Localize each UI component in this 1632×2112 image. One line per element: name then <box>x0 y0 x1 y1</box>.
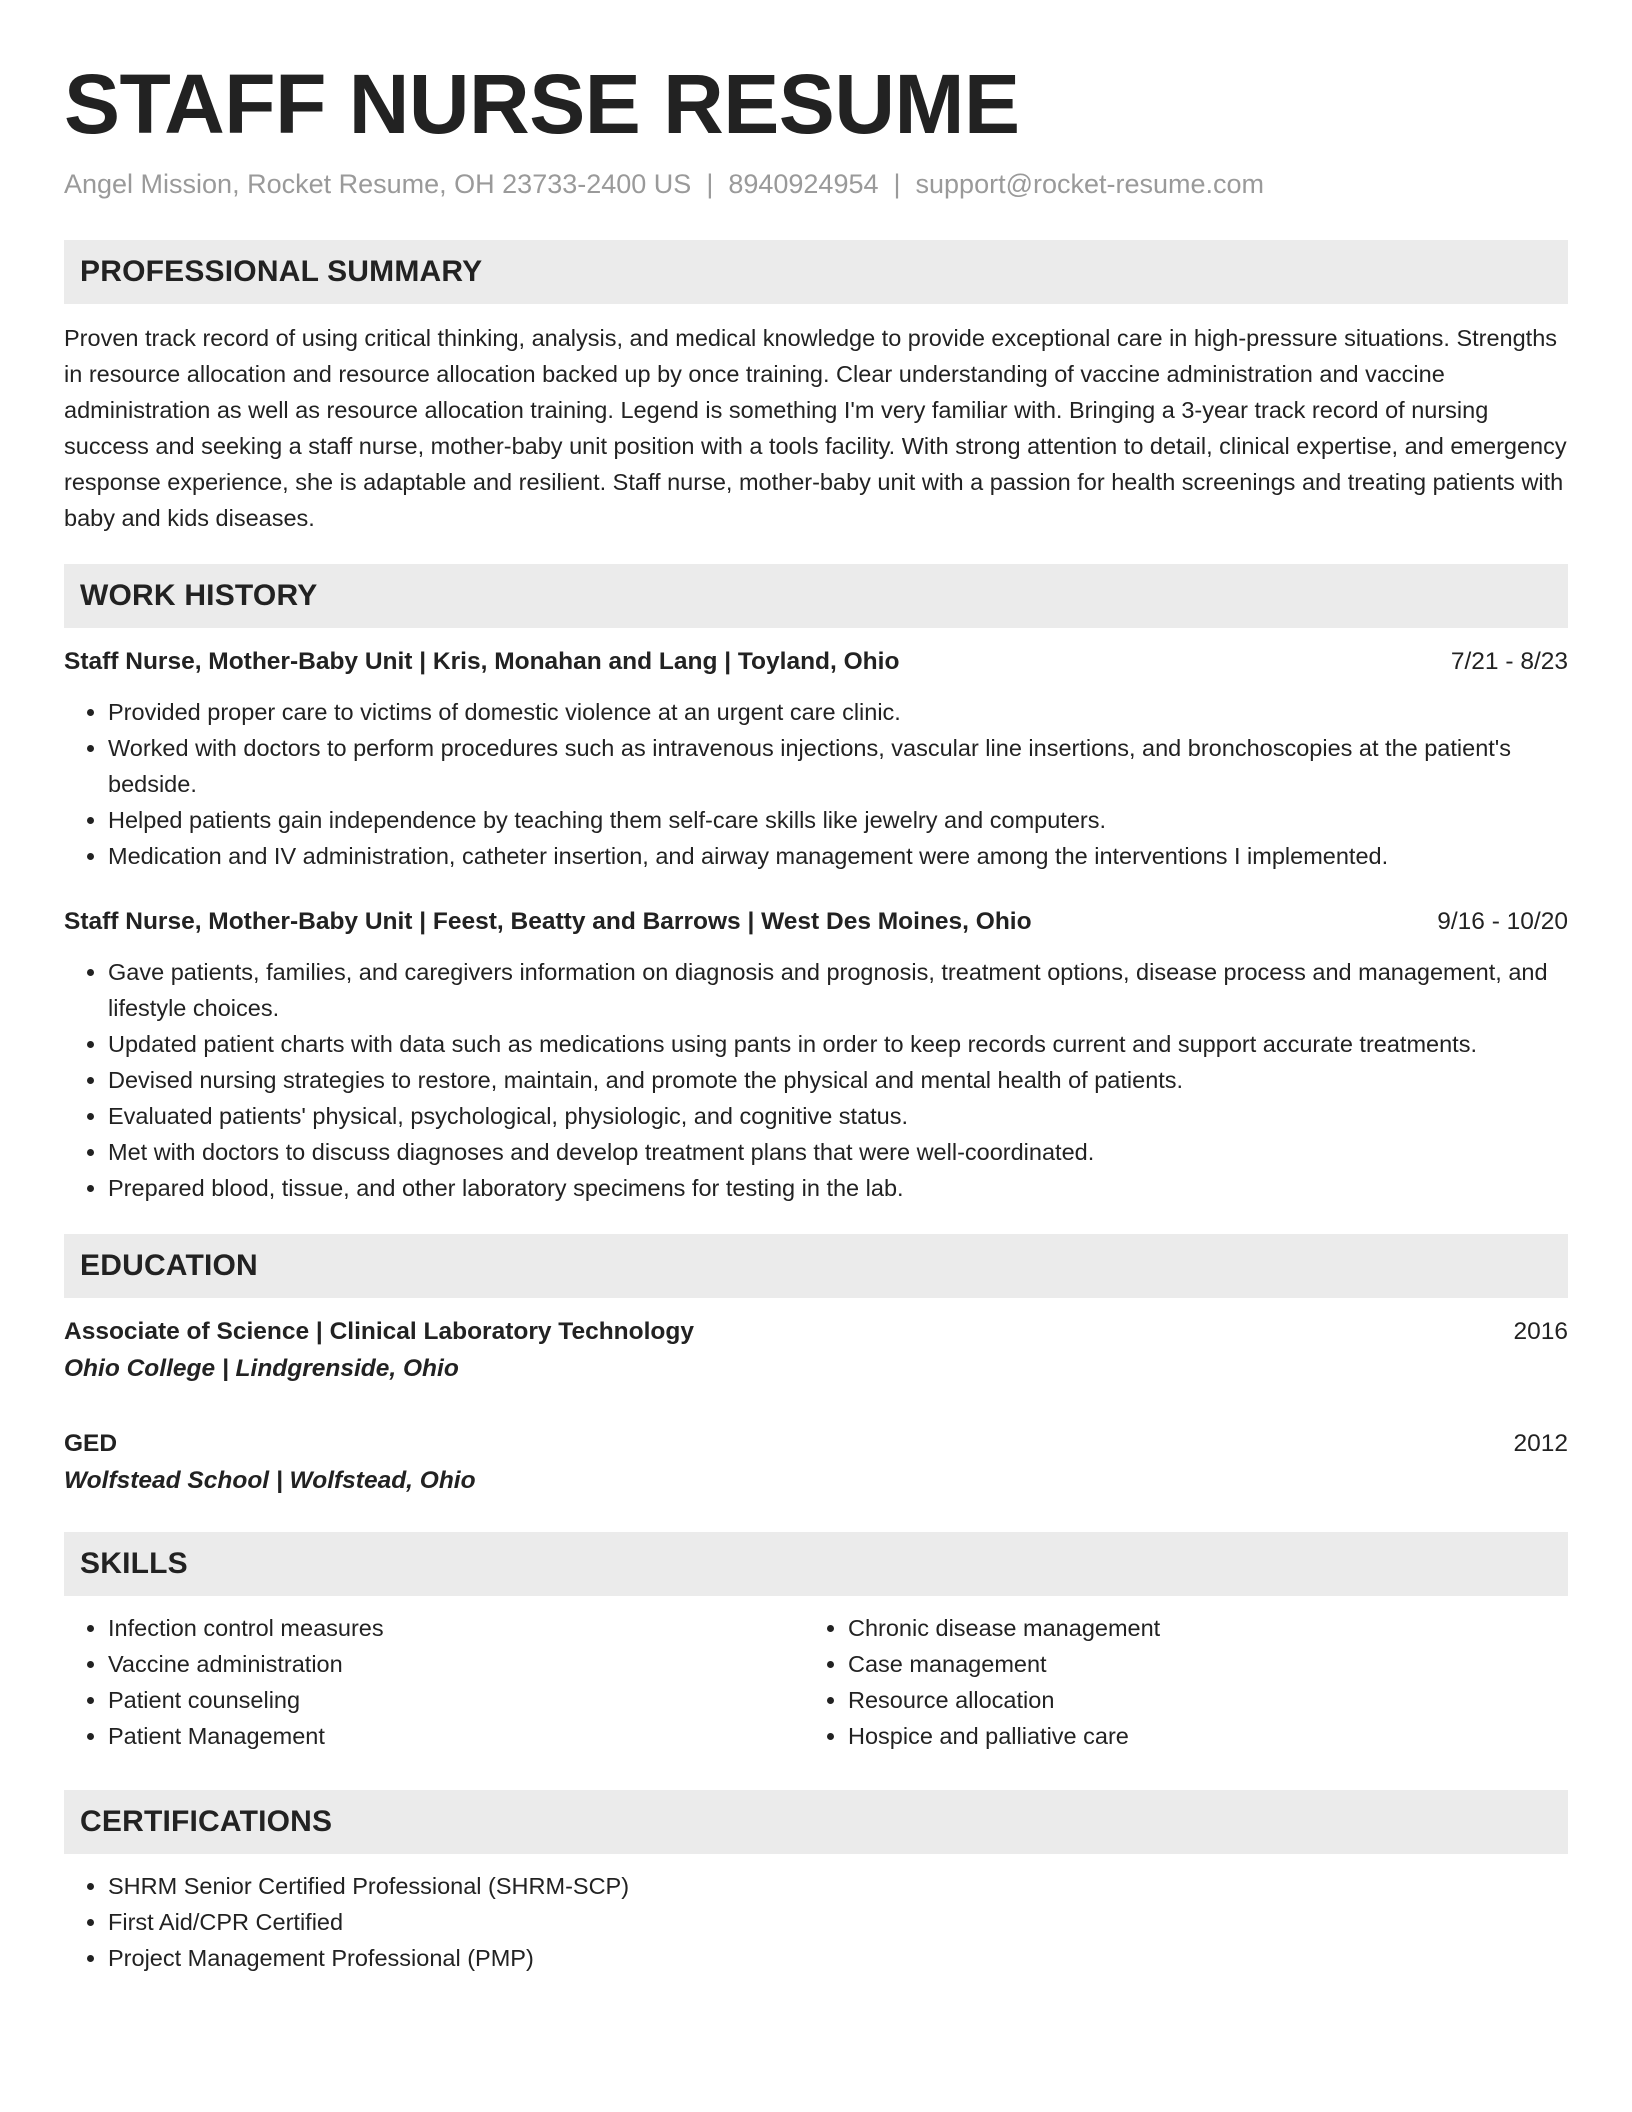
contact-line <box>64 166 1568 202</box>
job-duty-item: • Medication and IV administration, catheter insertion, and airway management were among the interventions I implemented. <box>108 838 1568 874</box>
skills-grid <box>64 1610 1568 1754</box>
contact-address: Angel Mission, Rocket Resume, OH 23733-2400 US <box>64 169 692 199</box>
job-duty-item: • Helped patients gain independence by teaching them self-care skills like jewelry and computers. <box>108 802 1568 838</box>
job-duties-list <box>64 694 1568 874</box>
job-duty-item: • Gave patients, families, and caregivers information on diagnosis and prognosis, treatment options, disease process and management, and lifestyle choices. <box>108 954 1568 1026</box>
certification-item: • Project Management Professional (PMP) <box>108 1940 1568 1976</box>
education-year: 2012 <box>1513 1430 1568 1457</box>
contact-separator: | <box>893 169 901 199</box>
education-header <box>64 1314 1568 1350</box>
education-degree: GED <box>64 1430 118 1457</box>
job-duties-list <box>64 954 1568 1206</box>
job-title: Staff Nurse, Mother-Baby Unit | Kris, Monahan and Lang | Toyland, Ohio <box>64 648 900 675</box>
education-entry <box>64 1314 1568 1388</box>
job-duty-item: • Devised nursing strategies to restore, maintain, and promote the physical and mental health of patients. <box>108 1062 1568 1098</box>
skill-item: • Patient counseling <box>108 1682 804 1718</box>
skills-list-left <box>64 1610 804 1754</box>
job-entry <box>64 904 1568 1206</box>
contact-email: support@rocket-resume.com <box>915 169 1265 199</box>
contact-phone: 8940924954 <box>728 169 879 199</box>
education-school: Ohio College | Lindgrenside, Ohio <box>64 1355 459 1382</box>
job-dates: 7/21 - 8/23 <box>1450 648 1568 675</box>
contact-separator: | <box>706 169 714 199</box>
resume-title: STAFF NURSE RESUME <box>64 57 1020 151</box>
job-duty-item: • Prepared blood, tissue, and other laboratory specimens for testing in the lab. <box>108 1170 1568 1206</box>
skill-item: • Vaccine administration <box>108 1646 804 1682</box>
skill-item: • Case management <box>848 1646 1544 1682</box>
job-duty-item: • Evaluated patients' physical, psychological, physiologic, and cognitive status. <box>108 1098 1568 1134</box>
certification-item: • SHRM Senior Certified Professional (SHRM-SCP) <box>108 1868 1568 1904</box>
education-entry <box>64 1426 1568 1500</box>
certification-item: • First Aid/CPR Certified <box>108 1904 1568 1940</box>
section-header-work-history: WORK HISTORY <box>64 564 1568 628</box>
skills-list-right <box>804 1610 1544 1754</box>
section-header-certifications: CERTIFICATIONS <box>64 1790 1568 1854</box>
section-header-education: EDUCATION <box>64 1234 1568 1298</box>
skill-item: • Patient Management <box>108 1718 804 1754</box>
job-title: Staff Nurse, Mother-Baby Unit | Feest, Beatty and Barrows | West Des Moines, Ohio <box>64 908 1032 935</box>
skill-item: • Hospice and palliative care <box>848 1718 1544 1754</box>
job-header <box>64 644 1568 680</box>
education-header <box>64 1426 1568 1462</box>
job-duty-item: • Worked with doctors to perform procedures such as intravenous injections, vascular line insertions, and bronchoscopies at the patient's bedside. <box>108 730 1568 802</box>
job-header <box>64 904 1568 940</box>
section-header-skills: SKILLS <box>64 1532 1568 1596</box>
job-duty-item: • Provided proper care to victims of domestic violence at an urgent care clinic. <box>108 694 1568 730</box>
job-entry <box>64 644 1568 874</box>
job-duty-item: • Updated patient charts with data such as medications using pants in order to keep records current and support accurate treatments. <box>108 1026 1568 1062</box>
certifications-list <box>64 1868 1568 1976</box>
skill-item: • Chronic disease management <box>848 1610 1544 1646</box>
summary-text: Proven track record of using critical thinking, analysis, and medical knowledge to provide exceptional care in high-pressure situations. Strengths in resource allocation and resource allocation backed up by once training. Clear understanding of vaccine administration and vaccine administration as well as resource allocation training. Legend is something I'm very familiar with. Bringing a 3-year track record of nursing success and seeking a staff nurse, mother-baby unit position with a tools facility. With strong attention to detail, clinical expertise, and emergency response experience, she is adaptable and resilient. Staff nurse, mother-baby unit with a passion for health screenings and treating patients with baby and kids diseases. <box>64 325 1567 531</box>
education-year: 2016 <box>1513 1318 1568 1345</box>
skill-item: • Infection control measures <box>108 1610 804 1646</box>
skill-item: • Resource allocation <box>848 1682 1544 1718</box>
job-dates: 9/16 - 10/20 <box>1437 908 1568 935</box>
education-degree: Associate of Science | Clinical Laboratory Technology <box>64 1318 694 1345</box>
job-duty-item: • Met with doctors to discuss diagnoses and develop treatment plans that were well-coordinated. <box>108 1134 1568 1170</box>
education-school: Wolfstead School | Wolfstead, Ohio <box>64 1467 476 1494</box>
section-header-summary: PROFESSIONAL SUMMARY <box>64 240 1568 304</box>
